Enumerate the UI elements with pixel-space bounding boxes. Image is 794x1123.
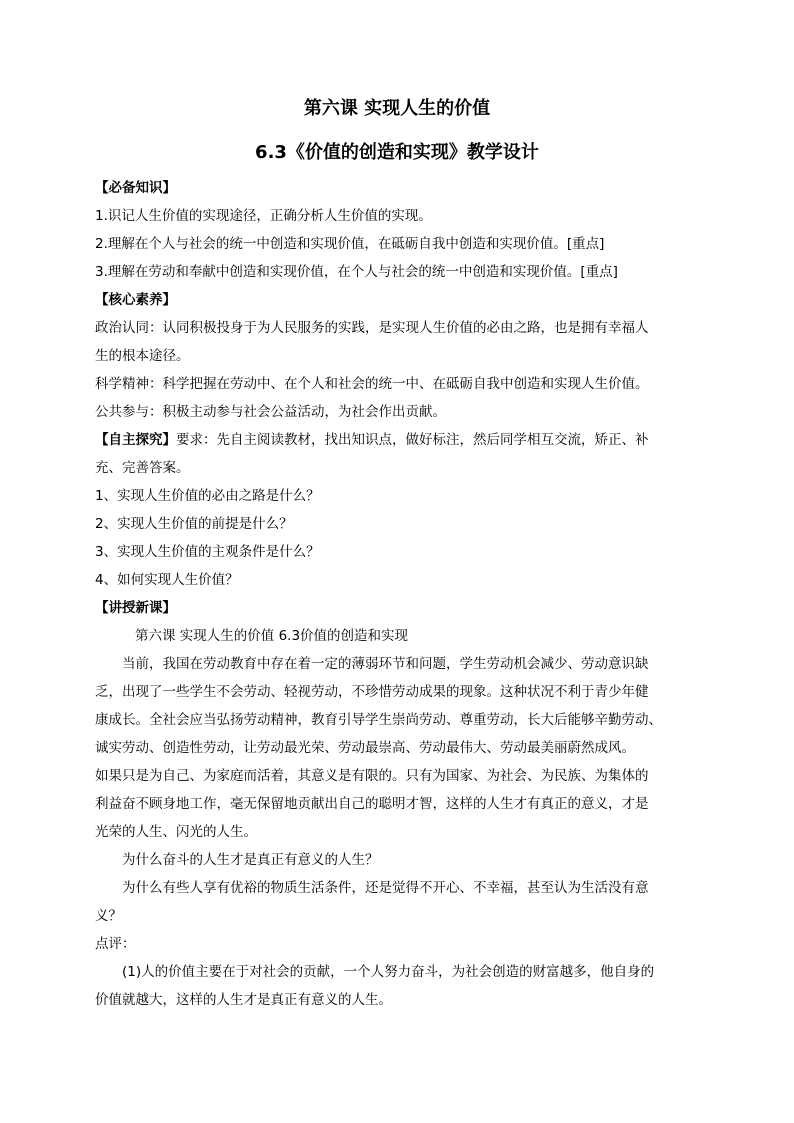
inquiry-question: 3、实现人生价值的主观条件是什么？ <box>95 544 320 560</box>
section-heading-literacy: 【核心素养】 <box>95 292 176 308</box>
knowledge-item: 2.理解在个人与社会的统一中创造和实现价值，在砥砺自我中创造和实现价值。[重点] <box>95 236 605 252</box>
literacy-paragraph-line: 生的根本途径。 <box>95 348 190 364</box>
lesson-paragraph-line: 当前，我国在劳动教育中存在着一定的薄弱环节和问题，学生劳动机会减少、劳动意识缺 <box>122 656 649 672</box>
inquiry-question: 1、实现人生价值的必由之路是什么？ <box>95 488 320 504</box>
lesson-paragraph-line: 如果只是为自己、为家庭而活着，其意义是有限的。只有为国家、为社会、为民族、为集体的 <box>95 768 649 784</box>
lesson-title-line: 第六课 实现人生的价值 6.3价值的创造和实现 <box>135 628 409 644</box>
inquiry-requirement: 要求：先自主阅读教材，找出知识点，做好标注，然后同学相互交流，矫正、补 <box>176 432 649 448</box>
inquiry-question: 4、如何实现人生价值？ <box>95 572 239 588</box>
literacy-paragraph-line: 政治认同：认同积极投身于为人民服务的实践，是实现人生价值的必由之路，也是拥有幸福人 <box>95 320 649 336</box>
discussion-question-line: 义？ <box>95 908 122 924</box>
comment-label: 点评： <box>95 936 136 952</box>
knowledge-item: 1.识记人生价值的实现途径，正确分析人生价值的实现。 <box>95 208 432 224</box>
page-title: 第六课 实现人生的价值 <box>303 98 491 119</box>
inquiry-paragraph-line: 充、完善答案。 <box>95 460 190 476</box>
inquiry-paragraph-line <box>95 430 699 450</box>
section-heading-inquiry: 【自主探究】 <box>95 432 176 448</box>
comment-answer-line: 价值就越大，这样的人生才是真正有意义的人生。 <box>95 992 392 1008</box>
lesson-paragraph-line: 康成长。全社会应当弘扬劳动精神，教育引导学生崇尚劳动、尊重劳动，长大后能够辛勤劳动、 <box>95 712 662 728</box>
lesson-paragraph-line: 光荣的人生、闪光的人生。 <box>95 824 257 840</box>
lesson-paragraph-line: 诚实劳动、创造性劳动，让劳动最光荣、劳动最崇高、劳动最伟大、劳动最美丽蔚然成风。 <box>95 740 635 756</box>
inquiry-question: 2、实现人生价值的前提是什么？ <box>95 516 293 532</box>
discussion-question: 为什么奋斗的人生才是真正有意义的人生？ <box>122 852 379 868</box>
page-subtitle: 6.3《价值的创造和实现》教学设计 <box>255 142 539 163</box>
literacy-paragraph: 公共参与：积极主动参与社会公益活动，为社会作出贡献。 <box>95 404 446 420</box>
literacy-paragraph: 科学精神：科学把握在劳动中、在个人和社会的统一中、在砥砺自我中创造和实现人生价值。 <box>95 376 649 392</box>
lesson-paragraph-line: 利益奋不顾身地工作，毫无保留地贡献出自己的聪明才智，这样的人生才有真正的意义，才是 <box>95 796 649 812</box>
knowledge-item: 3.理解在劳动和奉献中创造和实现价值，在个人与社会的统一中创造和实现价值。[重点] <box>95 264 618 280</box>
section-heading-knowledge: 【必备知识】 <box>95 180 176 196</box>
lesson-paragraph-line: 乏，出现了一些学生不会劳动、轻视劳动，不珍惜劳动成果的现象。这种状况不利于青少年健 <box>95 684 649 700</box>
section-heading-lesson: 【讲授新课】 <box>95 600 176 616</box>
comment-answer-line: (1)人的价值主要在于对社会的贡献，一个人努力奋斗，为社会创造的财富越多，他自身的 <box>122 964 655 980</box>
discussion-question-line: 为什么有些人享有优裕的物质生活条件，还是觉得不开心、不幸福，甚至认为生活没有意 <box>122 880 649 896</box>
